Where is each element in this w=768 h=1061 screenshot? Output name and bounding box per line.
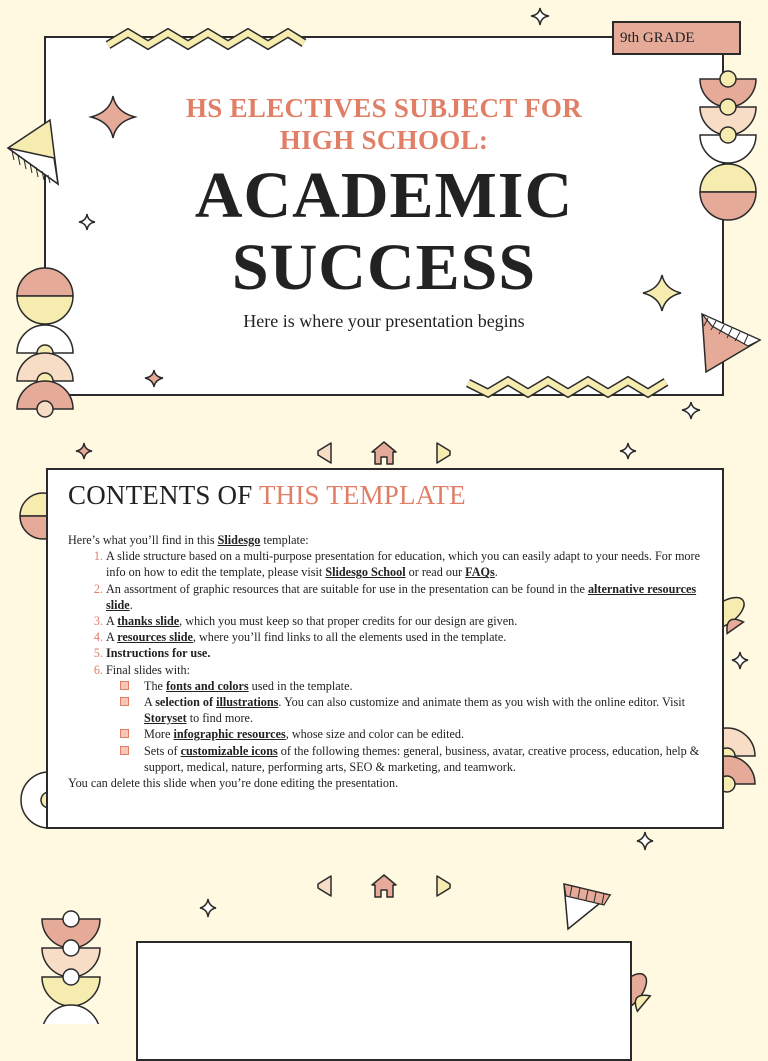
contents-title-part1: CONTENTS OF <box>68 480 259 510</box>
subject-heading-line2: HIGH SCHOOL: <box>279 125 489 155</box>
striped-triangle-decoration <box>702 314 760 372</box>
sparkle-icon <box>620 443 636 459</box>
item-text: selection of <box>155 695 217 710</box>
chevron-right-icon[interactable] <box>437 876 450 896</box>
item-text: An assortment of graphic resources that are suitable for use in the presentation can be found in the <box>106 581 588 596</box>
main-title-line1: ACADEMIC <box>194 159 574 232</box>
sparkle-icon <box>637 832 653 850</box>
list-item <box>106 645 708 661</box>
item-text: Final slides with: <box>106 662 190 677</box>
sparkle-icon <box>531 8 549 25</box>
item-text: The <box>144 678 166 693</box>
sparkle-icon <box>200 899 216 917</box>
item-text: used in the template. <box>248 678 353 693</box>
item-text: , which you must keep so that proper credits for our design are given. <box>179 614 518 629</box>
item-text: More <box>144 727 174 742</box>
list-item <box>106 581 708 613</box>
semicircle-stack-decoration <box>700 71 756 220</box>
intro-line <box>68 532 708 548</box>
subtitle: Here is where your presentation begins <box>243 311 525 331</box>
fonts-colors-link[interactable]: fonts and colors <box>166 678 249 693</box>
list-item <box>106 629 708 645</box>
item-text: A <box>106 614 118 629</box>
zigzag-decoration-bottom <box>468 381 666 393</box>
sublist-item <box>144 678 708 694</box>
sparkle-icon <box>145 370 163 387</box>
chevron-right-icon[interactable] <box>437 443 450 463</box>
striped-triangle-decoration <box>564 884 610 929</box>
item-text: . <box>494 565 498 580</box>
subject-heading-line1: HS ELECTIVES SUBJECT FOR <box>185 93 583 123</box>
square-bullet-icon <box>120 697 129 706</box>
sublist-item <box>144 694 708 726</box>
item-text: A <box>106 630 118 645</box>
grade-tab: 9th GRADE <box>612 21 741 55</box>
alternative-resources-link[interactable]: alternative resources slide <box>106 581 697 612</box>
item-text: A slide structure based on a multi-purpose presentation for education, which you can easily adapt to your needs. For more info on how to edit the template, please visit <box>106 549 700 580</box>
list-item <box>106 548 708 580</box>
nav-row-1 <box>318 442 450 464</box>
chevron-left-icon[interactable] <box>318 443 331 463</box>
item-text: . You can also customize and animate them as you wish with the online editor. Visit <box>278 695 686 710</box>
resources-slide-link[interactable]: resources slide <box>117 630 193 645</box>
item-text: Sets of <box>144 743 181 758</box>
item-text: or read our <box>405 565 466 580</box>
slidesgo-link[interactable]: Slidesgo <box>217 533 261 547</box>
faqs-link[interactable]: FAQs <box>465 565 495 580</box>
intro-text-end: template: <box>260 533 309 547</box>
square-bullet-icon <box>120 729 129 738</box>
sparkle-icon <box>732 652 748 669</box>
list-item <box>106 613 708 629</box>
contents-title-part2: THIS TEMPLATE <box>258 480 466 510</box>
sparkle-icon <box>79 214 95 230</box>
item-text: to find more. <box>186 711 253 726</box>
sparkle-icon <box>643 275 681 311</box>
infographic-resources-link[interactable]: infographic resources <box>173 727 286 742</box>
zigzag-decoration-top <box>108 33 304 45</box>
sparkle-icon <box>76 443 92 459</box>
list-item <box>106 662 708 775</box>
square-bullet-icon <box>120 746 129 755</box>
thanks-slide-link[interactable]: thanks slide <box>117 614 180 629</box>
item-text: , whose size and color can be edited. <box>285 727 465 742</box>
contents-body <box>68 532 708 791</box>
instructions-link[interactable]: Instructions for use <box>106 646 208 661</box>
striped-triangle-decoration <box>8 120 58 184</box>
sublist-item <box>144 726 708 742</box>
final-slides-sublist <box>106 678 708 775</box>
customizable-icons-link[interactable]: customizable icons <box>180 743 278 758</box>
intro-text: Here’s what you’ll find in this <box>68 533 218 547</box>
next-slide-preview <box>136 941 632 1061</box>
contents-list <box>68 548 708 775</box>
storyset-link[interactable]: Storyset <box>144 711 187 726</box>
item-text: , where you’ll find links to all the elements used in the template. <box>192 630 507 645</box>
sublist-item <box>144 743 708 775</box>
semicircle-stack-decoration <box>42 911 100 1024</box>
semicircle-stack-decoration <box>17 268 73 417</box>
contents-title <box>68 480 466 511</box>
square-bullet-icon <box>120 681 129 690</box>
item-text: . <box>129 597 133 612</box>
home-icon[interactable] <box>372 442 396 464</box>
sparkle-icon <box>91 96 135 138</box>
nav-row-2 <box>318 875 450 897</box>
illustrations-link[interactable]: illustrations <box>216 695 279 710</box>
chevron-left-icon[interactable] <box>318 876 331 896</box>
main-title-line2: SUCCESS <box>231 231 537 304</box>
item-text: of the following themes: general, business, avatar, creative process, education, help & support, medical, nature, performing arts, SEO & marketing, and teamwork. <box>144 743 700 774</box>
sparkle-icon <box>682 402 700 419</box>
slidesgo-school-link[interactable]: Slidesgo School <box>325 565 406 580</box>
home-icon[interactable] <box>372 875 396 897</box>
item-text: A <box>144 695 156 710</box>
item-text: . <box>207 646 211 661</box>
outro-line: You can delete this slide when you’re done editing the presentation. <box>68 776 399 791</box>
